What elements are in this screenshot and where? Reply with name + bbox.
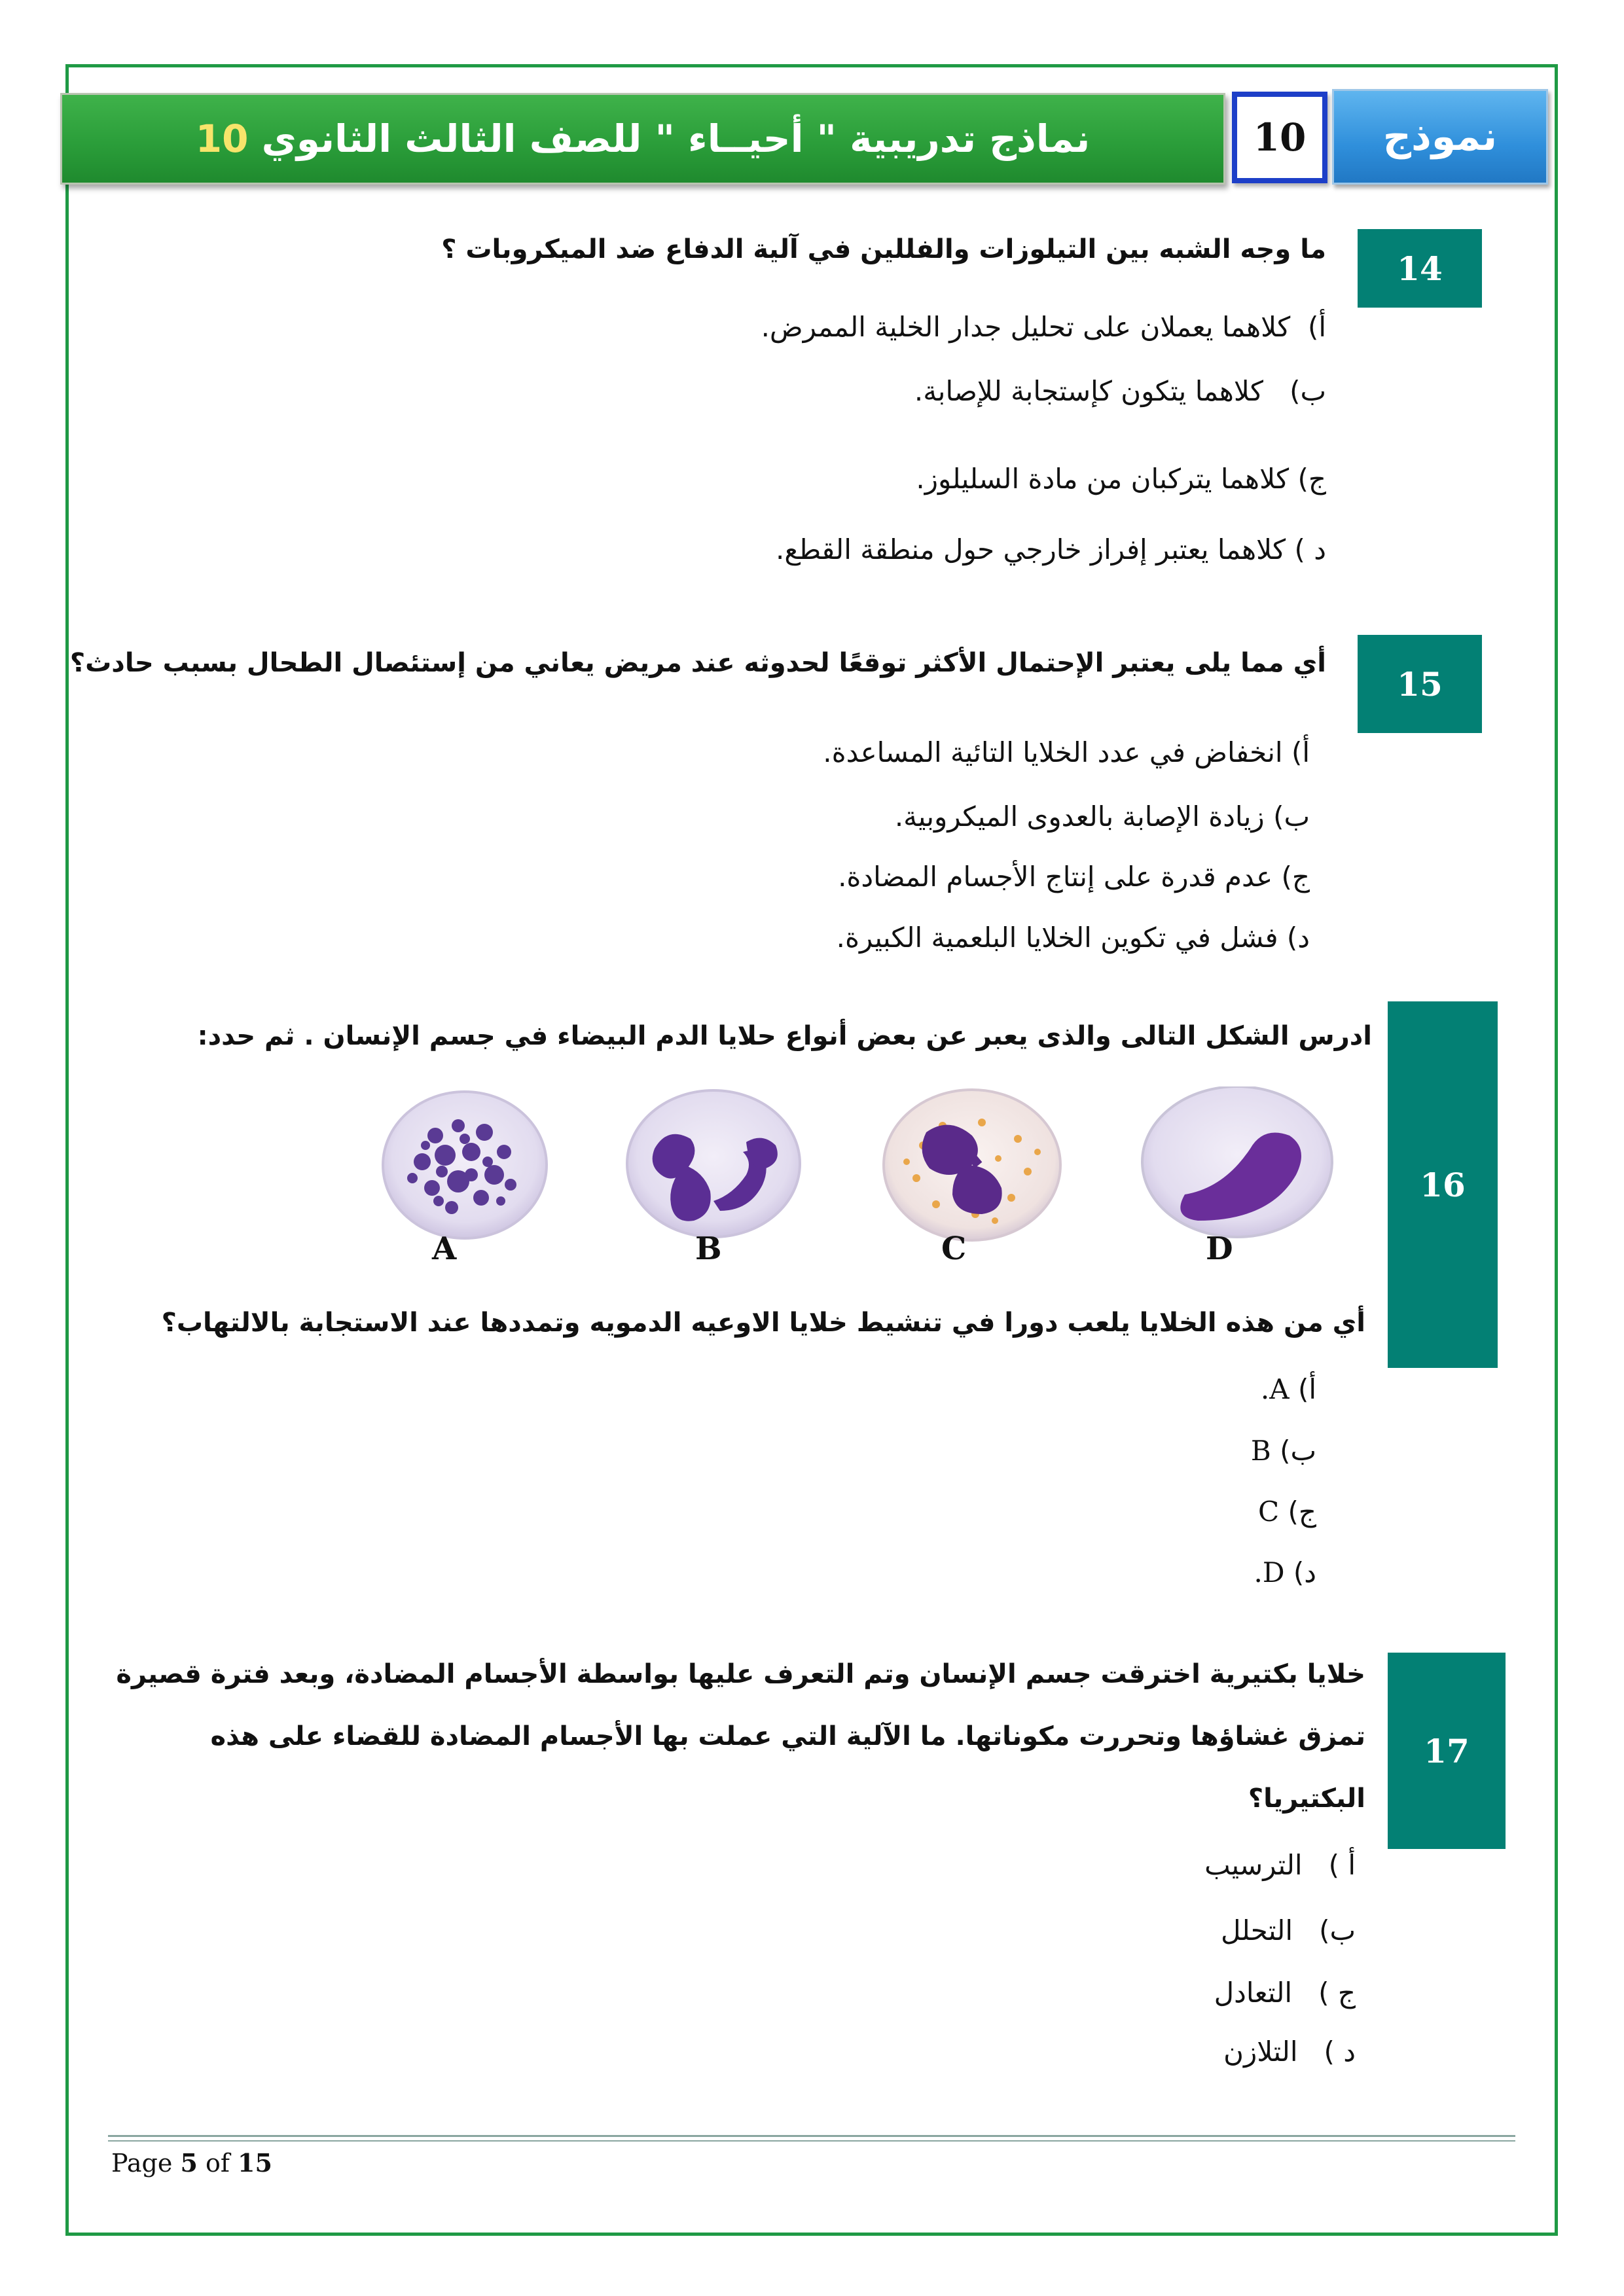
option-item[interactable]: [1258, 1496, 1316, 1528]
option-letter: ج): [1297, 463, 1326, 495]
option-letter: ب): [1273, 800, 1310, 833]
cell-b-neutrophil: [627, 1090, 800, 1237]
page-of-word: of: [205, 2149, 230, 2178]
option-item[interactable]: [823, 736, 1310, 768]
header-title-bar: [60, 93, 1225, 185]
option-text: D.: [1254, 1556, 1285, 1588]
option-item[interactable]: [914, 375, 1326, 407]
option-letter: ب): [1280, 1435, 1316, 1467]
option-text: فشل في تكوين الخلايا البلعمية الكبيرة.: [836, 922, 1278, 954]
option-item[interactable]: [761, 311, 1326, 343]
page-number: [111, 2148, 272, 2178]
question-number-box: 16: [1388, 1001, 1498, 1368]
figure-label-b: B: [695, 1230, 722, 1267]
option-item[interactable]: [1251, 1435, 1316, 1467]
footer-divider: [108, 2135, 1515, 2137]
figure-label-c: C: [941, 1230, 967, 1267]
option-text: التحلل: [1221, 1914, 1293, 1946]
question-number-box: 15: [1358, 635, 1482, 733]
option-text: كلاهما يعتبر إفراز خارجي حول منطقة القطع.: [776, 533, 1286, 565]
option-text: B: [1250, 1435, 1271, 1467]
option-item[interactable]: [1261, 1373, 1316, 1405]
option-item[interactable]: [895, 800, 1310, 833]
option-item[interactable]: [838, 861, 1310, 893]
option-letter: ب): [1319, 1914, 1356, 1946]
page-total: 15: [238, 2148, 272, 2178]
footer-divider: [108, 2140, 1515, 2142]
question-text: أي من هذه الخلايا يلعب دورا في تنشيط خلايا الاوعيه الدمويه وتمددها عند الاستجابة بالالتهاب؟: [161, 1308, 1365, 1338]
question-text: أي مما يلى يعتبر الإحتمال الأكثر توقعًا لحدوثه عند مريض يعاني من إستئصال الطحال بسبب حادث؟: [69, 648, 1326, 678]
option-item[interactable]: [1223, 2036, 1356, 2068]
option-text: كلاهما يتركبان من مادة السليلوز.: [916, 463, 1290, 495]
page-current: 5: [180, 2148, 198, 2178]
option-text: التعادل: [1214, 1977, 1293, 2009]
option-letter: ب): [1290, 375, 1326, 407]
question-text: ما وجه الشبه بين التيلوزات والفللين في آلية الدفاع ضد الميكروبات ؟: [441, 234, 1326, 264]
option-text: A.: [1260, 1373, 1290, 1405]
option-item[interactable]: [837, 922, 1310, 954]
option-item[interactable]: [916, 463, 1326, 495]
model-number-box: 10: [1232, 92, 1327, 183]
option-item[interactable]: [1214, 1977, 1356, 2009]
option-text: الترسيب: [1204, 1849, 1303, 1881]
page-word: Page: [111, 2149, 173, 2178]
question-number-box: 17: [1388, 1653, 1506, 1849]
option-letter: أ): [1307, 311, 1326, 343]
question-intro: ادرس الشكل التالى والذى يعبر عن بعض أنواع حلايا الدم البيضاء في جسم الإنسان . ثم حدد:: [197, 1021, 1372, 1051]
option-letter: د): [1293, 1556, 1316, 1588]
header-title-number: 10: [195, 117, 249, 161]
option-letter: أ): [1291, 736, 1310, 768]
figure-label-a: A: [432, 1230, 457, 1267]
option-letter: د ): [1294, 533, 1326, 565]
option-letter: أ): [1297, 1373, 1316, 1405]
cell-d-monocyte: [1142, 1086, 1332, 1237]
option-letter: ج): [1288, 1496, 1316, 1528]
option-letter: أ ): [1328, 1849, 1356, 1881]
question-number-box: 14: [1358, 229, 1482, 308]
option-text: C: [1258, 1496, 1280, 1528]
option-letter: د ): [1324, 2036, 1356, 2068]
white-blood-cells-figure: [373, 1086, 1342, 1289]
option-text: عدم قدرة على إنتاج الأجسام المضادة.: [838, 861, 1273, 893]
option-text: التلازن: [1223, 2036, 1298, 2068]
option-text: كلاهما يعملان على تحليل جدار الخلية الممرض.: [761, 311, 1291, 343]
figure-label-d: D: [1206, 1230, 1233, 1267]
option-item[interactable]: [776, 533, 1326, 565]
question-text-line: خلايا بكتيرية اخترقت جسم الإنسان وتم التعرف عليها بواسطة الأجسام المضادة، وبعد فترة قصيرة: [116, 1659, 1365, 1689]
header-title-text: نماذج تدريبية " أحيــاء " للصف الثالث الثانوي: [261, 117, 1091, 161]
option-letter: ج): [1281, 861, 1310, 893]
question-text-line: البكتيريا؟: [1248, 1784, 1365, 1814]
option-item[interactable]: [1254, 1556, 1317, 1588]
option-text: انخفاض في عدد الخلايا التائية المساعدة.: [823, 736, 1283, 768]
cell-a-basophil: [383, 1092, 547, 1238]
option-letter: د): [1286, 922, 1310, 954]
option-item[interactable]: [1221, 1914, 1356, 1946]
option-text: زيادة الإصابة بالعدوى الميكروبية.: [894, 800, 1265, 833]
model-label-box: نموذج: [1332, 89, 1548, 185]
option-text: كلاهما يتكون كإستجابة للإصابة.: [914, 375, 1263, 407]
option-letter: ج ): [1318, 1977, 1356, 2009]
question-text-line: تمزق غشاؤها وتحررت مكوناتها. ما الآلية التي عملت بها الأجسام المضادة للقضاء على هذه: [210, 1721, 1365, 1751]
option-item[interactable]: [1204, 1849, 1356, 1881]
cell-c-eosinophil: [884, 1090, 1060, 1240]
